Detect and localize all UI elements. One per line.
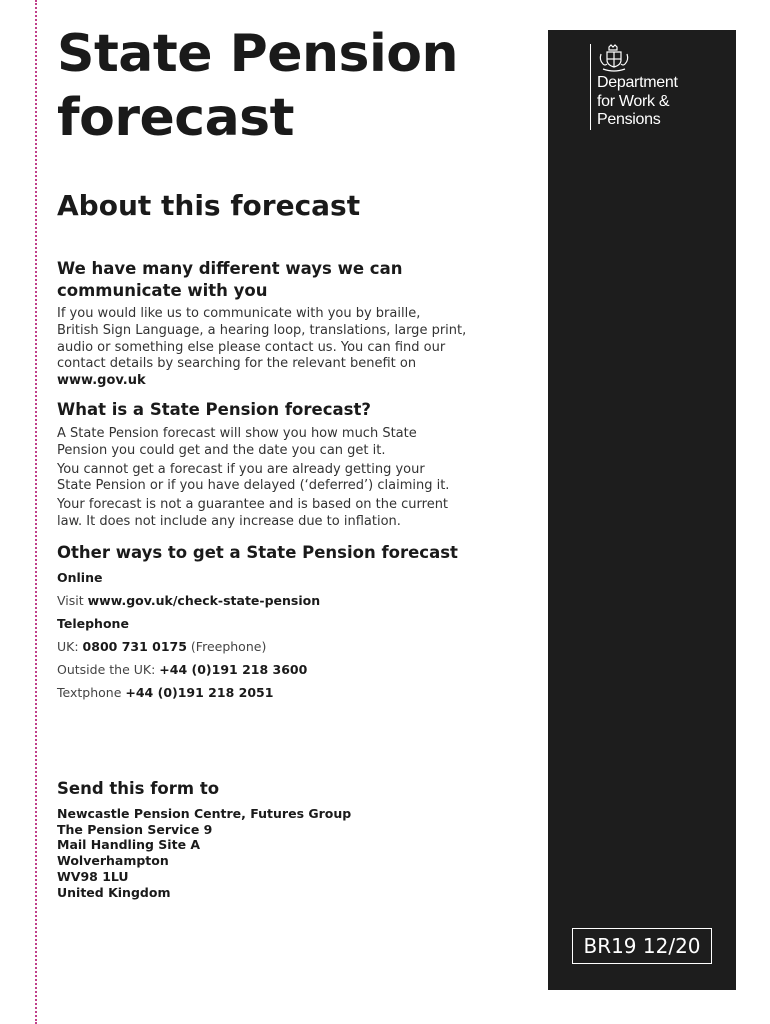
paragraph-line: You cannot get a forecast if you are already getting your <box>57 461 425 477</box>
what-is-heading: What is a State Pension forecast? <box>57 400 371 419</box>
freephone-note: (Freephone) <box>190 639 267 654</box>
paragraph-line: law. It does not include any increase due to inflation. <box>57 513 401 529</box>
communicate-heading-line-2: communicate with you <box>57 281 268 300</box>
communicate-heading <box>57 258 477 302</box>
gov-uk-link[interactable]: www.gov.uk <box>57 373 146 389</box>
outside-uk-phone-number: +44 (0)191 218 3600 <box>159 662 308 677</box>
address-line: Mail Handling Site A <box>57 837 201 853</box>
paragraph-line: Your forecast is not a guarantee and is based on the current <box>57 497 449 513</box>
other-ways-section <box>57 542 527 701</box>
check-state-pension-link[interactable]: www.gov.uk/check-state-pension <box>87 593 321 608</box>
about-heading: About this forecast <box>57 189 361 222</box>
address-line: United Kingdom <box>57 884 171 900</box>
what-is-paragraph-3 <box>57 497 477 531</box>
what-is-paragraph-2 <box>57 462 477 496</box>
visit-prefix: Visit <box>57 593 84 608</box>
title-line-2: forecast <box>57 88 294 148</box>
postal-address <box>57 806 477 900</box>
online-row <box>57 593 527 609</box>
cut-line <box>35 0 37 1024</box>
royal-crest-icon <box>597 44 631 72</box>
what-is-paragraph-1 <box>57 426 477 460</box>
communicate-body-line: If you would like us to communicate with you by braille, <box>57 306 421 321</box>
paragraph-line: A State Pension forecast will show you how much State <box>57 426 417 441</box>
address-line: Wolverhampton <box>57 853 169 869</box>
dwp-name-line: Department <box>597 74 678 91</box>
send-form-section <box>57 778 477 900</box>
dwp-name <box>597 74 678 130</box>
dwp-logo <box>590 44 678 130</box>
dwp-name-line: Pensions <box>597 111 661 128</box>
what-is-section <box>57 399 477 531</box>
paragraph-line: Pension you could get and the date you can get it. <box>57 442 386 458</box>
outside-uk-prefix: Outside the UK: <box>57 662 156 677</box>
communicate-body-line: British Sign Language, a hearing loop, translations, large print, <box>57 322 467 338</box>
send-form-heading: Send this form to <box>57 779 220 798</box>
form-code-badge: BR19 12/20 <box>572 928 712 964</box>
address-line: WV98 1LU <box>57 868 129 884</box>
dwp-name-line: for Work & <box>597 92 670 110</box>
sidebar-panel <box>548 30 736 990</box>
address-line: Newcastle Pension Centre, Futures Group <box>57 806 352 821</box>
other-ways-heading: Other ways to get a State Pension forecast <box>57 543 458 562</box>
textphone-row <box>57 685 527 701</box>
communicate-body-line: contact details by searching for the relevant benefit on <box>57 356 417 372</box>
textphone-number: +44 (0)191 218 2051 <box>125 685 274 700</box>
uk-prefix: UK: <box>57 639 79 654</box>
communicate-body <box>57 306 477 390</box>
communicate-heading-line-1: We have many different ways we can <box>57 259 403 278</box>
page-title <box>57 22 458 150</box>
uk-phone-number: 0800 731 0175 <box>82 639 187 654</box>
outside-uk-phone-row <box>57 662 527 678</box>
online-label: Online <box>57 570 103 585</box>
textphone-prefix: Textphone <box>57 685 122 700</box>
telephone-label: Telephone <box>57 616 129 631</box>
communicate-body-line: audio or something else please contact us. You can find our <box>57 339 446 355</box>
address-line: The Pension Service 9 <box>57 821 213 837</box>
communicate-section <box>57 258 477 390</box>
title-line-1: State Pension <box>57 24 459 84</box>
uk-phone-row <box>57 639 527 655</box>
paragraph-line: State Pension or if you have delayed (‘deferred’) claiming it. <box>57 478 450 494</box>
